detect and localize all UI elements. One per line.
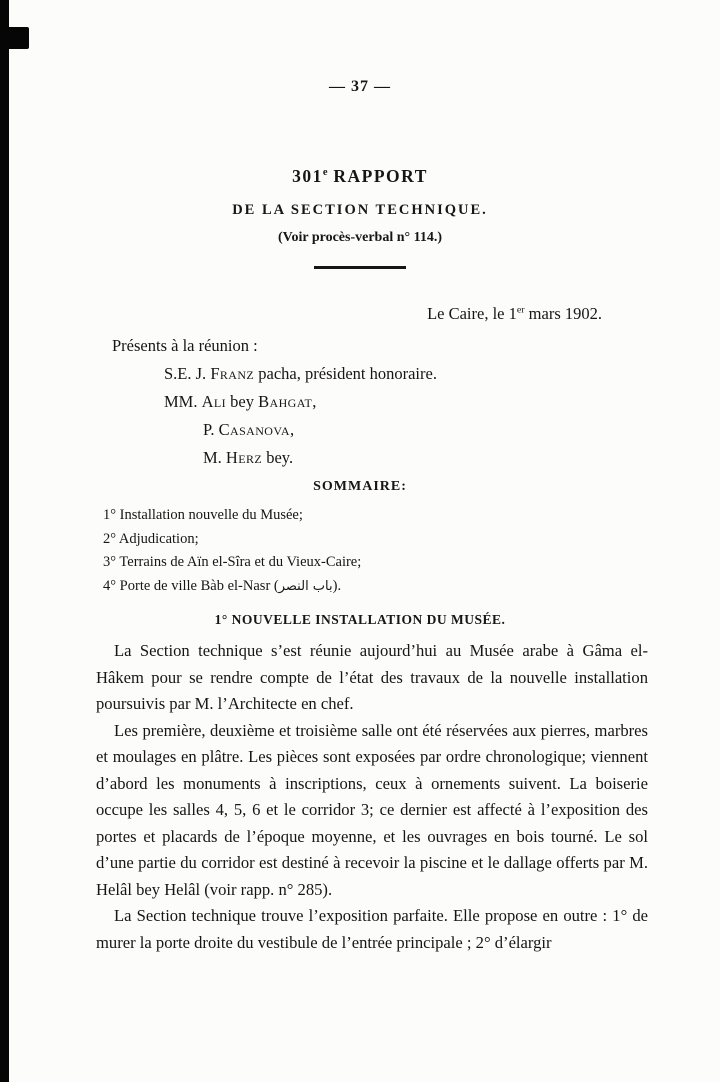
sommaire-item: [103, 504, 650, 528]
attendee-name: Franz: [210, 364, 255, 383]
report-title-block: [0, 166, 720, 269]
attendee-suffix: ,: [312, 392, 317, 411]
decorative-rule: [314, 266, 406, 269]
sommaire-section: [0, 479, 720, 598]
paragraph-2: Les première, deuxième et troisième salle ont été réservées aux pierres, marbres et moulages en plâtre. Les pièces sont exposées par ordre chronologique; viennent d’abord les monuments à inscriptions, ceux à ornements suivent. La boiserie occupe les salles 4, 5, 6 et le corridor 3; ce dernier est affecté à l’exposition des portes et placards de l’époque moyenne, et les ouvrages en bois tourné. Le sol d’une partie du corridor est destiné à recevoir la piscine et le dallage offerts par M. Helâl bey Helâl (voir rapp. n° 285).: [96, 720, 648, 899]
report-subtitle: DE LA SECTION TECHNIQUE.: [232, 202, 488, 218]
report-title-ordinal: e: [322, 167, 328, 179]
scan-blot-artifact: [6, 27, 29, 49]
attendee-prefix: MM.: [164, 392, 202, 411]
sommaire-heading: SOMMAIRE:: [313, 479, 407, 494]
attendee-prefix: M.: [203, 448, 226, 467]
dateline-text: Le Caire, le 1: [427, 304, 517, 323]
report-title-number: 301: [292, 166, 323, 186]
attendee-prefix: S.E. J.: [164, 364, 211, 383]
sommaire-item-text: 1° Installation nouvelle du Musée;: [103, 507, 303, 523]
sommaire-item: [103, 551, 650, 575]
dateline: [0, 304, 602, 324]
dateline-ordinal: er: [516, 304, 525, 316]
paragraph-1: La Section technique s’est réunie aujourd’hui au Musée arabe à Gâma el-Hâkem pour se rendre compte de l’état des travaux de la nouvelle installation poursuivis par M. l’Architecte en chef.: [96, 641, 648, 713]
sommaire-item-post: ).: [332, 577, 342, 594]
attendee-line: [164, 388, 650, 416]
attendee-line: [203, 444, 650, 472]
attendee-suffix: ,: [289, 420, 295, 439]
attendee-name: Ali: [201, 392, 227, 411]
report-reference: (Voir procès-verbal n° 114.): [277, 230, 442, 245]
attendance-heading: Présents à la réunion :: [112, 336, 258, 355]
report-title: [0, 166, 720, 187]
report-body: [96, 638, 648, 956]
attendee-suffix: bey.: [262, 448, 294, 467]
section-heading: 1° NOUVELLE INSTALLATION DU MUSÉE.: [214, 612, 506, 627]
attendee-line: [203, 416, 650, 444]
sommaire-item: [103, 528, 650, 552]
attendee-suffix: pacha, président honoraire.: [254, 364, 437, 383]
sommaire-item-text: 4° Porte de ville Bàb el-Nasr (: [103, 577, 279, 594]
attendee-name: Casanova: [218, 420, 290, 439]
dateline-text-cont: mars 1902.: [524, 304, 602, 323]
sommaire-item-text: 2° Adjudication;: [103, 530, 199, 547]
attendance-section: [112, 332, 650, 472]
attendee-name: Herz: [225, 448, 263, 467]
attendee-mid: bey: [226, 392, 259, 411]
report-title-text: RAPPORT: [327, 166, 428, 186]
attendee-line: [164, 360, 650, 388]
sommaire-item: [103, 575, 650, 599]
page-number: — 37 —: [329, 78, 391, 95]
sommaire-list: [0, 504, 720, 598]
paragraph-3: La Section technique trouve l’exposition parfaite. Elle propose en outre : 1° de murer la porte droite du vestibule de l’entrée principale ; 2° d’élargir: [96, 906, 648, 952]
attendee-name-2: Bahgat: [258, 392, 313, 411]
sommaire-item-text: 3° Terrains de Aïn el-Sîra et du Vieux-Caire;: [103, 554, 362, 570]
sommaire-item-arabic: باب النصر: [278, 578, 333, 594]
attendee-prefix: P.: [203, 420, 219, 439]
